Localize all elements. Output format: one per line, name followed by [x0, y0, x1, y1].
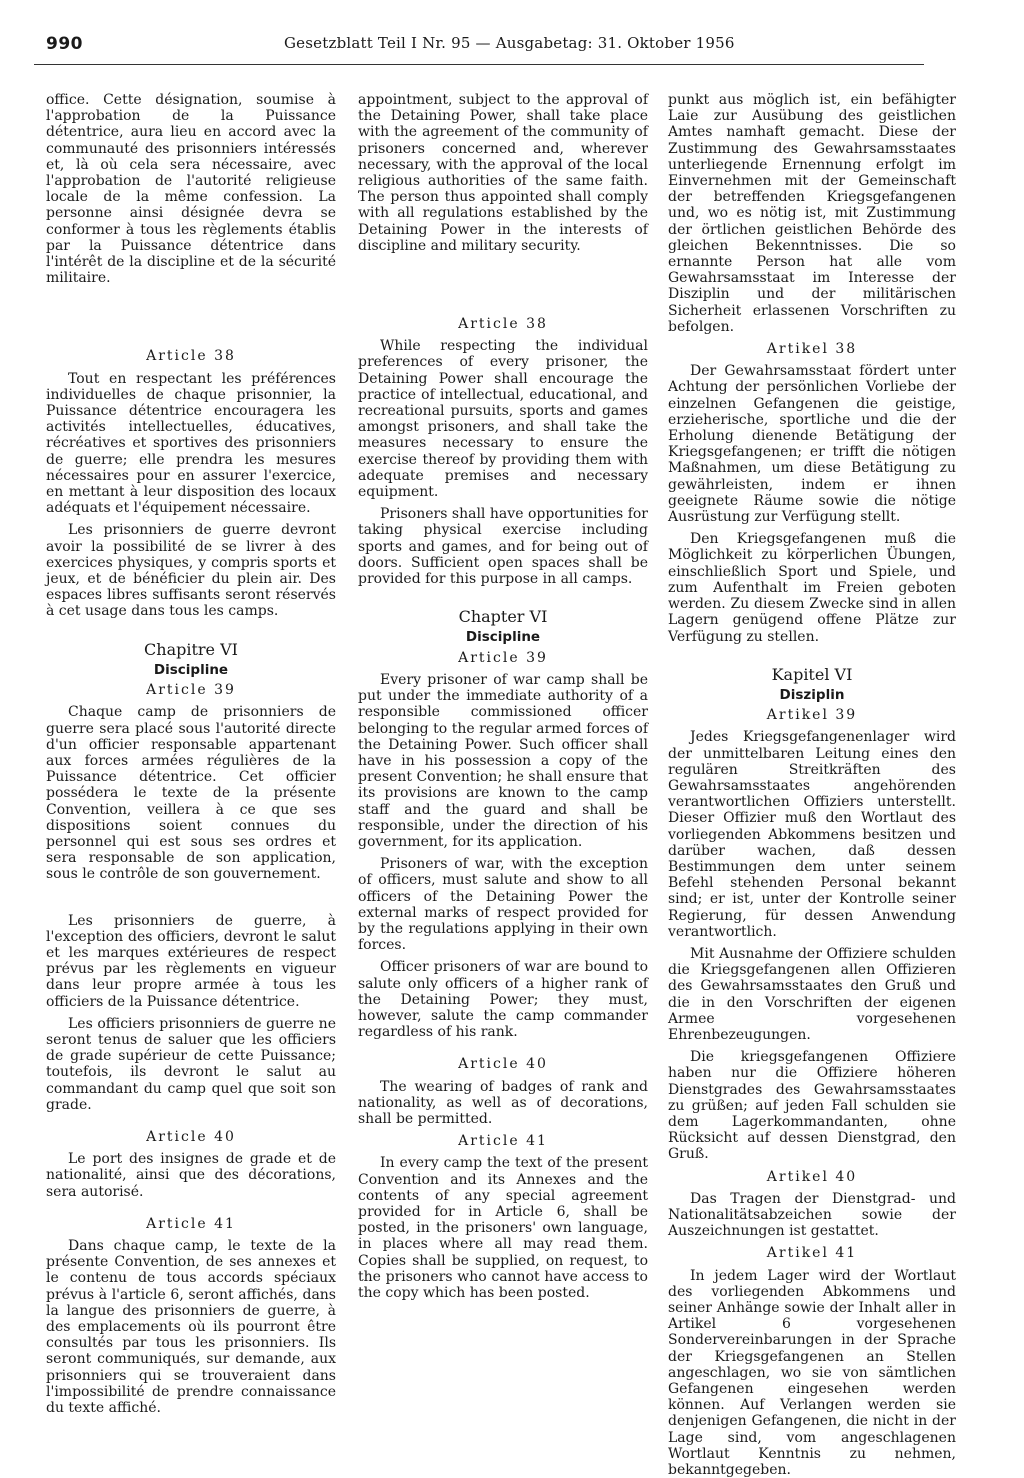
paragraph: In jedem Lager wird der Wortlaut des vorliegenden Abkommens und seiner Anhänge sowie der Inhalt aller in Artikel 6 vorgesehenen Sondervereinbarungen in der Sprache der Kriegsgefangenen an Stellen angeschlagen, wo sie von sämtlichen Gefangenen eingesehen werden können. Auf Verlangen werden sie denjenigen Gefangenen, die nicht in der Lage sind, vom angeschlagenen Wortlaut Kenntnis zu nehmen, bekanntgegeben.: [668, 1267, 956, 1478]
paragraph: Dans chaque camp, le texte de la présente Convention, de ses annexes et le contenu de tous accords spéciaux prévus à l'article 6, seront affichés, dans la langue des prisonniers de guerre, à des emplacements où ils pourront être consultés par tous les prisonniers. Ils seront communiqués, sur demande, aux prisonniers qui se trouveraient dans l'impossibilité de prendre connaissance du texte affiché.: [46, 1237, 336, 1417]
page-header: [34, 34, 1004, 62]
article-heading: Article 40: [458, 1056, 548, 1073]
paragraph: Officer prisoners of war are bound to salute only officers of a higher rank of the Detaining Power; they must, however, salute the camp commander regardless of his rank.: [358, 959, 648, 1041]
paragraph: While respecting the individual preferences of every prisoner, the Detaining Power shall encourage the practice of intellectual, educational, and recreational pursuits, sports and games amongst prisoners, and shall take the measures necessary to ensure the exercise thereof by providing them with adequate premises and necessary equipment.: [358, 338, 648, 501]
article-heading: Article 41: [146, 1215, 236, 1232]
article-heading: Artikel 39: [766, 707, 858, 724]
chapter-title: Discipline: [465, 629, 541, 646]
chapter-heading: Chapitre VI: [144, 639, 238, 659]
column-german: [668, 92, 956, 1478]
paragraph: Le port des insignes de grade et de nationalité, ainsi que des décorations, sera autorisé.: [46, 1151, 336, 1200]
paragraph: Les prisonniers de guerre, à l'exception des officiers, devront le salut et les marques extérieures de respect prévus par les règlements en vigueur dans leur propre armée à tous les officiers de la Puissance détentrice.: [46, 912, 336, 1010]
article-heading: Article 40: [146, 1128, 236, 1145]
paragraph: Den Kriegsgefangenen muß die Möglichkeit zu körperlichen Übungen, einschließlich Sport und Spiele, und zum Aufenthalt im Freien geboten werden. Zu diesem Zwecke sind in allen Lagern genügend offene Plätze zur Verfügung zu stellen.: [668, 531, 956, 645]
paragraph: Mit Ausnahme der Offiziere schulden die Kriegsgefangenen allen Offizieren des Gewahrsamsstaates den Gruß und die in den Vorschriften der eigenen Armee vorgesehenen Ehrenbezeugungen.: [668, 945, 956, 1043]
paragraph: Les prisonniers de guerre devront avoir la possibilité de se livrer à des exercices physiques, y compris sports et jeux, et de bénéficier du plein air. Des espaces libres suffisants seront réservés à cet usage dans tous les camps.: [46, 522, 336, 620]
running-head: Gesetzblatt Teil I Nr. 95 — Ausgabetag: 31. Oktober 1956: [284, 34, 735, 52]
paragraph: Das Tragen der Dienstgrad- und Nationalitätsabzeichen sowie der Auszeichnungen ist gestattet.: [668, 1190, 956, 1240]
article-heading: Article 39: [458, 649, 548, 666]
paragraph: punkt aus möglich ist, ein befähigter Laie zur Ausübung des geistlichen Amtes namhaft gemacht. Diese der Zustimmung des Gewahrsamsstaates unterliegende Ernennung erfolgt im Einvernehmen mit der Gemeinschaft der betreffenden Kriegsgefangenen und, wo es nötig ist, mit Zustimmung der örtlichen geistlichen Behörde des gleichen Bekenntnisses. Die so ernannte Person hat alle vom Gewahrsamsstaat im Interesse der Disziplin und der militärischen Sicherheit erlassenen Vorschriften zu befolgen.: [668, 92, 956, 335]
paragraph: Prisoners of war, with the exception of officers, must salute and show to all officers of the Detaining Power the external marks of respect provided for by the regulations applying in their own forces.: [358, 856, 648, 954]
chapter-title: Discipline: [153, 661, 229, 678]
article-heading: Article 41: [458, 1133, 548, 1150]
paragraph: Jedes Kriegsgefangenenlager wird der unmittelbaren Leitung eines den regulären Streitkräften des Gewahrsamsstaates angehörenden verantwortlichen Offiziers unterstellt. Dieser Offizier muß den Wortlaut des vorliegenden Abkommens besitzen und darüber wachen, daß dessen Bestimmungen dem unter seinem Befehl stehenden Personal bekannt sind; er ist, unter der Kontrolle seiner Regierung, für dessen Anwendung verantwortlich.: [668, 729, 956, 940]
paragraph: appointment, subject to the approval of the Detaining Power, shall take place with the agreement of the community of prisoners concerned and, wherever necessary, with the approval of the local religious authorities of the same faith. The person thus appointed shall comply with all regulations established by the Detaining Power in the interests of discipline and military security.: [358, 92, 648, 254]
article-heading: Article 39: [146, 682, 236, 699]
article-heading: Article 38: [458, 316, 548, 333]
paragraph: Der Gewahrsamsstaat fördert unter Achtung der persönlichen Vorliebe der einzelnen Gefangenen die geistige, erzieherische, sportliche und die der Erholung dienende Betätigung der Kriegsgefangenen; er trifft die nötigen Maßnahmen, um diese Betätigung zu gewährleisten, indem er ihnen geeignete Räume sowie die nötige Ausrüstung zur Verfügung stellt.: [668, 363, 956, 526]
article-heading: Article 38: [146, 348, 236, 365]
page-number: 990: [46, 34, 83, 54]
paragraph: The wearing of badges of rank and nationality, as well as of decorations, shall be permitted.: [358, 1078, 648, 1127]
article-heading: Artikel 41: [766, 1245, 858, 1262]
header-rule: [34, 64, 924, 65]
paragraph: Tout en respectant les préférences individuelles de chaque prisonnier, la Puissance détentrice encouragera les activités intellectuelles, éducatives, récréatives et sportives des prisonniers de guerre; elle prendra les mesures nécessaires pour en assurer l'exercice, en mettant à leur disposition des locaux adéquats et l'équipement nécessaire.: [46, 370, 336, 517]
chapter-title: Disziplin: [779, 686, 845, 703]
paragraph: Les officiers prisonniers de guerre ne seront tenus de saluer que les officiers de grade supérieur de cette Puissance; toutefois, ils devront le salut au commandant du camp quel que soit son grade.: [46, 1015, 336, 1113]
column-french: [46, 92, 336, 1417]
article-heading: Artikel 40: [766, 1168, 858, 1185]
paragraph: Prisoners shall have opportunities for taking physical exercise including sports and games, and for being out of doors. Sufficient open spaces shall be provided for this purpose in all camps.: [358, 506, 648, 588]
paragraph: Chaque camp de prisonniers de guerre sera placé sous l'autorité directe d'un officier responsable appartenant aux forces armées régulières de la Puissance détentrice. Cet officier possédera le texte de la présente Convention, veillera à ce que ses dispositions soient connues du personnel qui est sous ses ordres et sera responsable de son application, sous le contrôle de son gouvernement.: [46, 704, 336, 883]
chapter-heading: Kapitel VI: [771, 664, 853, 684]
paragraph: Die kriegsgefangenen Offiziere haben nur die Offiziere höheren Dienstgrades des Gewahrsamsstaates zu grüßen; auf jeden Fall schulden sie dem Lagerkommandanten, ohne Rücksicht auf dessen Dienstgrad, den Gruß.: [668, 1049, 956, 1163]
column-english: [358, 92, 648, 1417]
chapter-heading: Chapter VI: [458, 607, 548, 627]
paragraph: Every prisoner of war camp shall be put under the immediate authority of a responsible commissioned officer belonging to the regular armed forces of the Detaining Power. Such officer shall have in his possession a copy of the present Convention; he shall ensure that its provisions are known to the camp staff and the guard and shall be responsible, under the direction of his government, for its application.: [358, 671, 648, 850]
paragraph: office. Cette désignation, soumise à l'approbation de la Puissance détentrice, aura lieu en accord avec la communauté des prisonniers intéressés et, là où cela sera nécessaire, avec l'approbation de l'autorité religieuse locale de la même confession. La personne ainsi désignée devra se conformer à tous les règlements établis par la Puissance détentrice dans l'intérêt de la discipline et de la sécurité militaire.: [46, 92, 336, 287]
paragraph: In every camp the text of the present Convention and its Annexes and the contents of any special agreement provided for in Article 6, shall be posted, in the prisoners' own language, in places where all may read them. Copies shall be supplied, on request, to the prisoners who cannot have access to the copy which has been posted.: [358, 1155, 648, 1301]
article-heading: Artikel 38: [766, 341, 858, 358]
